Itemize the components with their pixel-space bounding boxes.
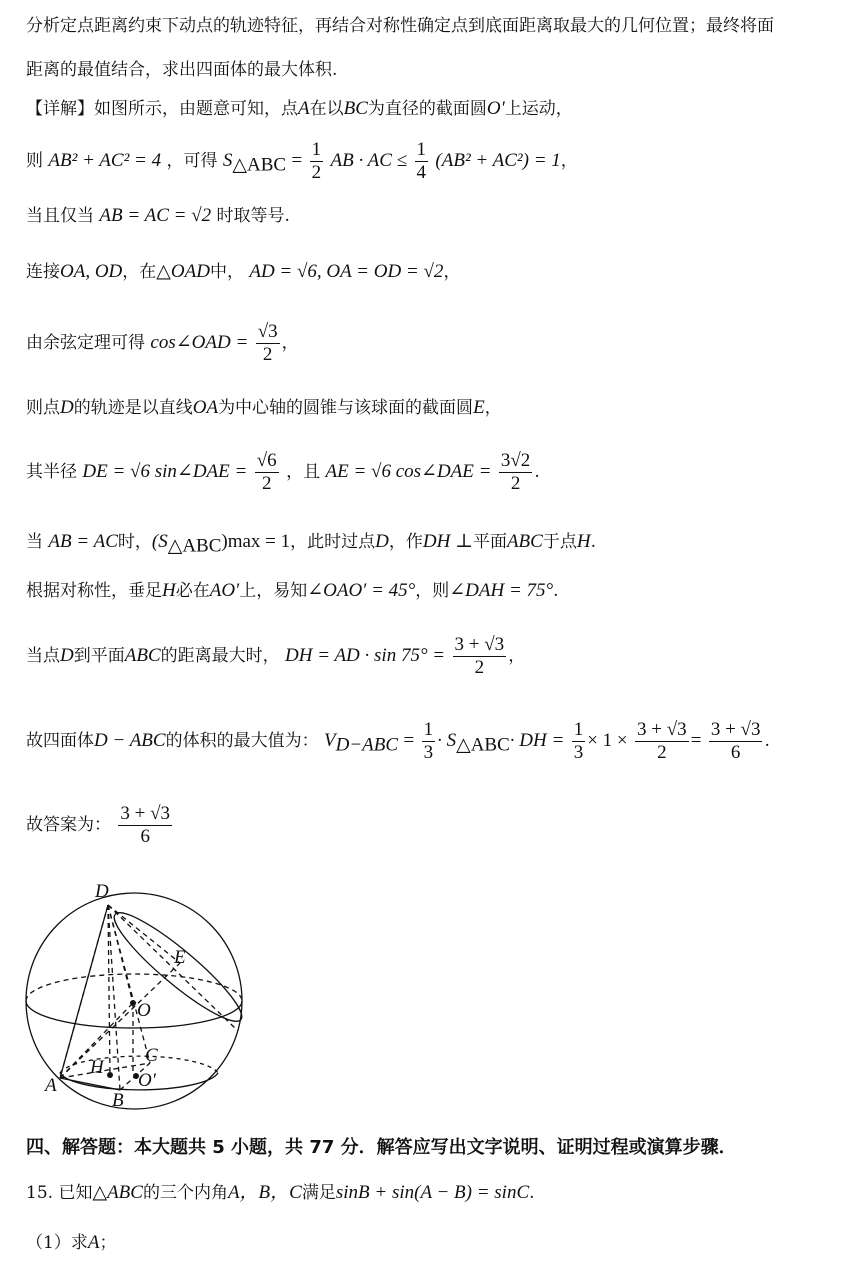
text: 则点 [26, 398, 60, 418]
fraction: $\frac{1}{2}$ [311, 139, 322, 183]
text: 的距离最大时， [160, 646, 280, 666]
line-DE [108, 905, 180, 963]
sphere-figure [20, 875, 250, 1110]
analysis-line-1 [26, 16, 774, 36]
math-var: S [222, 150, 233, 171]
fraction: $\frac{1}{3}$ [573, 719, 584, 763]
math-expr: AE = √6 cos∠DAE = [325, 461, 492, 482]
math-expr: OA, OD [60, 261, 123, 282]
math-var: A [298, 98, 310, 119]
math-var: E [473, 397, 485, 418]
math-expr: (AB² + AC²) = 1 [435, 150, 561, 171]
text: . [553, 581, 559, 601]
math-sub: △ABC [232, 154, 287, 176]
text: ， [443, 262, 461, 282]
detail-line-8 [26, 532, 596, 556]
fraction: $\frac{3 + √3}{2}$ [454, 634, 505, 678]
label-D: D [95, 881, 109, 902]
text: 当 [26, 532, 43, 552]
detail-line-7 [26, 447, 540, 497]
text: 则 [26, 151, 43, 171]
text: 的体积的最大值为： [165, 731, 319, 751]
point-H [107, 1072, 113, 1078]
text: ，则 [415, 581, 450, 601]
text: 平面 [472, 532, 507, 552]
text: 15. 已知 [26, 1183, 93, 1203]
point-O [130, 1000, 136, 1006]
math-var: OA [192, 397, 219, 418]
fraction: $\frac{√3}{2}$ [257, 321, 278, 365]
math-expr: DE = √6 sin∠DAE = [82, 461, 248, 482]
detail-line-4 [26, 262, 460, 282]
text: . [534, 462, 540, 482]
detail-line-9 [26, 581, 559, 601]
equator-back [26, 974, 242, 1001]
text: 连接 [26, 262, 60, 282]
math-expr: DH = AD · sin 75° = [285, 645, 446, 666]
text: 于点 [542, 532, 577, 552]
math-expr: DH ⊥ [422, 531, 473, 552]
section-heading: 四、解答题：本大题共 5 小题，共 77 分．解答应写出文字说明、证明过程或演算步骤． [26, 1137, 737, 1158]
math-expr: = [690, 730, 702, 751]
text: 时， [117, 532, 152, 552]
math-expr: ∠OAO′ = 45° [307, 580, 416, 601]
math-expr: △OAD [156, 261, 210, 282]
text: 其半径 [26, 462, 77, 482]
math-var: D [375, 531, 389, 552]
text: . [590, 532, 596, 552]
math-expr: · DH = [509, 730, 565, 751]
text: ； [99, 1233, 117, 1253]
line-DH [108, 905, 110, 1075]
text: . [764, 731, 770, 751]
text: 中， [209, 262, 244, 282]
label-H: H [90, 1057, 104, 1078]
text: 的轨迹是以直线 [73, 398, 193, 418]
label-C: C [145, 1045, 158, 1066]
text: 满足 [301, 1183, 336, 1203]
math-var: BC [343, 98, 368, 119]
math-expr: A，B，C [227, 1182, 302, 1203]
math-var: H [162, 580, 176, 601]
text: ，此时过点 [290, 532, 376, 552]
math-expr: )max = 1 [221, 531, 291, 552]
text: 故四面体 [26, 731, 94, 751]
text: 时取等号. [216, 206, 290, 226]
answer-line [26, 800, 174, 850]
line-AB [60, 1078, 120, 1090]
detail-line-3 [26, 206, 290, 226]
math-expr: △ABC [92, 1182, 143, 1203]
detail-line-2 [26, 136, 578, 186]
fraction: $\frac{3 + √3}{6}$ [120, 803, 171, 847]
text: 当且仅当 [26, 206, 94, 226]
math-expr: ∠DAH = 75° [449, 580, 554, 601]
math-sub: △ABC [456, 734, 510, 756]
text: 为中心轴的圆锥与该球面的截面圆 [218, 398, 474, 418]
text: 当点 [26, 646, 60, 666]
detail-line-6 [26, 398, 502, 418]
line-DC [108, 905, 150, 1063]
question-15-part-1 [26, 1233, 116, 1253]
math-expr: AB² + AC² = 4 [48, 150, 162, 171]
math-expr: AB · AC ≤ [330, 150, 408, 171]
detail-line-10 [26, 631, 525, 681]
math-var: O′ [486, 98, 505, 119]
question-15 [26, 1183, 535, 1203]
text: 【详解】如图所示，由题意可知，点 [26, 99, 298, 119]
fraction: $\frac{3 + √3}{2}$ [637, 719, 687, 763]
analysis-text-1: 分析定点距离约束下动点的轨迹特征，再结合对称性确定点到底面距离取最大的几何位置；最终将面 [26, 16, 774, 36]
text: ， [508, 646, 526, 666]
text: ，作 [388, 532, 423, 552]
math-expr: AB = AC [48, 531, 118, 552]
text: 故答案为： [26, 815, 111, 835]
line-AE [60, 963, 180, 1078]
math-expr: AB = AC = √2 [99, 205, 212, 226]
text: 上，易知 [239, 581, 308, 601]
math-expr: cos∠OAD = [150, 332, 249, 353]
analysis-line-2 [26, 60, 337, 80]
label-O: O [137, 1000, 151, 1021]
math-var: (S [151, 531, 168, 552]
fraction: $\frac{1}{3}$ [423, 719, 434, 763]
label-O2: O′ [138, 1070, 156, 1091]
math-var: ABC [506, 531, 543, 552]
text: ， [484, 398, 502, 418]
math-expr: D − ABC [94, 730, 166, 751]
text: ， [281, 333, 299, 353]
math-var: D [60, 397, 74, 418]
math-expr: = [403, 730, 415, 751]
math-var: A [87, 1232, 100, 1253]
math-sub: D−ABC [335, 734, 399, 756]
text: ，在 [122, 262, 157, 282]
math-expr: × 1 × [587, 730, 628, 751]
text: 到平面 [73, 646, 125, 666]
math-var: V [324, 730, 336, 751]
label-E: E [174, 947, 186, 968]
math-expr: sinB + sin(A − B) = sinC [335, 1182, 530, 1203]
text: ， [560, 151, 578, 171]
math-var: ABC [124, 645, 161, 666]
text: 的三个内角 [142, 1183, 228, 1203]
analysis-text-2: 距离的最值结合，求出四面体的最大体积. [26, 60, 338, 80]
math-var: D [60, 645, 74, 666]
line-DA-solid [60, 905, 108, 1078]
fraction: $\frac{1}{4}$ [416, 139, 427, 183]
label-B: B [112, 1090, 124, 1110]
text: （1）求 [26, 1233, 88, 1253]
math-sub: △ABC [167, 535, 222, 557]
math-expr: = [291, 150, 303, 171]
text: 在以 [309, 99, 344, 119]
math-var: H [576, 531, 591, 552]
math-expr: AD = √6, OA = OD = √2 [249, 261, 444, 282]
text: 为直径的截面圆 [367, 99, 487, 119]
fraction: $\frac{3√2}{2}$ [500, 450, 531, 494]
detail-line-5 [26, 318, 299, 368]
fraction: $\frac{3 + √3}{6}$ [710, 719, 761, 763]
text: 必在 [175, 581, 210, 601]
detail-line-1 [26, 99, 573, 119]
detail-line-11 [26, 716, 770, 766]
math-expr: · S [437, 730, 457, 751]
text: 由余弦定理可得 [26, 333, 145, 353]
line-D-E-edge [108, 905, 238, 1031]
text: 上运动， [504, 99, 573, 119]
fraction: $\frac{√6}{2}$ [256, 450, 277, 494]
text: 根据对称性，垂足 [26, 581, 162, 601]
math-var: AO′ [209, 580, 240, 601]
text: ，可得 [166, 151, 218, 171]
text: . [529, 1183, 535, 1203]
text: ，且 [286, 462, 321, 482]
label-A: A [45, 1075, 57, 1096]
